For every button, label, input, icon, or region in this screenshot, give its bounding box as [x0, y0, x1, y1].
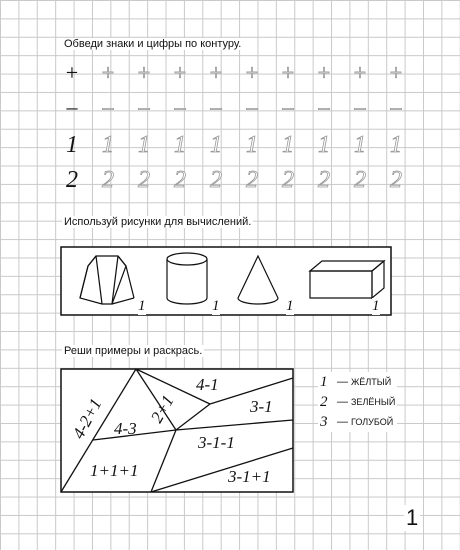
legend-number: 2 [320, 393, 328, 410]
trace-symbol-ghost: 2 [318, 167, 330, 193]
trace-symbol-ghost: 1 [138, 132, 150, 158]
legend-item [318, 412, 397, 432]
trace-symbol-ghost: + [209, 60, 223, 85]
trace-symbol-ghost: – [318, 94, 330, 119]
trace-symbol-ghost: – [282, 94, 294, 119]
shape-count-label: 1 [138, 298, 146, 314]
instruction-trace: Обведи знаки и цифры по контуру. [64, 38, 242, 50]
puzzle-expression: 4-3 [114, 419, 137, 438]
trace-symbol-ghost: 2 [102, 167, 114, 193]
page-number: 1 [406, 505, 419, 530]
trace-symbol-ghost: – [354, 94, 366, 119]
legend-number: 3 [320, 413, 328, 430]
trace-symbol-ghost: 1 [246, 132, 258, 158]
trace-symbol-ghost: 2 [174, 167, 186, 193]
trace-symbol-ghost: 2 [138, 167, 150, 193]
trace-symbol-lead: 1 [66, 132, 78, 158]
trace-symbol-lead: 2 [66, 167, 78, 193]
trace-row-minus [58, 94, 418, 122]
trace-row-plus [58, 60, 418, 88]
puzzle-expression: 3-1-1 [198, 433, 235, 452]
coloring-puzzle [60, 368, 294, 493]
puzzle-expression: 1+1+1 [90, 461, 139, 480]
puzzle-expression: 4-2+1 [68, 395, 106, 442]
trace-symbol-ghost: 1 [210, 132, 222, 158]
trace-symbol-ghost: 1 [282, 132, 294, 158]
trace-symbol-ghost: 2 [246, 167, 258, 193]
trace-symbol-ghost: + [101, 60, 115, 85]
trace-symbol-ghost: + [173, 60, 187, 85]
trace-symbol-ghost: – [210, 94, 222, 119]
trace-row-two [58, 167, 418, 195]
trace-symbol-lead: + [65, 60, 79, 85]
instruction-solve: Реши примеры и раскрась. [64, 345, 203, 357]
trace-symbol-ghost: 1 [354, 132, 366, 158]
trace-symbol-ghost: 1 [318, 132, 330, 158]
trace-symbol-ghost: – [390, 94, 402, 119]
legend-color-name: ЖЁЛТЫЙ [351, 377, 392, 387]
legend-dash: — [337, 396, 348, 408]
shape-count-label: 1 [212, 298, 220, 314]
trace-row-one [58, 132, 418, 160]
trace-symbol-ghost: + [245, 60, 259, 85]
trace-symbol-lead: – [66, 94, 78, 119]
trace-symbol-ghost: + [389, 60, 403, 85]
legend-item [318, 372, 397, 392]
trace-symbol-ghost: + [353, 60, 367, 85]
trace-symbol-ghost: 2 [390, 167, 402, 193]
puzzle-expression: 3-1 [250, 397, 273, 416]
instruction-pictures: Используй рисунки для вычислений. [64, 216, 252, 228]
legend-dash: — [337, 416, 348, 428]
puzzle-expression: 2+1 [147, 391, 178, 426]
legend-number: 1 [320, 373, 328, 390]
trace-symbol-ghost: – [102, 94, 114, 119]
shape-count-label: 1 [372, 298, 380, 314]
trace-symbol-ghost: 2 [354, 167, 366, 193]
trace-symbol-ghost: 1 [102, 132, 114, 158]
legend-dash: — [337, 376, 348, 388]
trace-symbol-ghost: 1 [174, 132, 186, 158]
trace-symbol-ghost: + [317, 60, 331, 85]
trace-symbol-ghost: – [174, 94, 186, 119]
puzzle-expression: 3-1+1 [228, 467, 271, 486]
trace-symbol-ghost: – [138, 94, 150, 119]
puzzle-expression: 4-1 [196, 375, 219, 394]
trace-symbol-ghost: + [281, 60, 295, 85]
shapes-panel [60, 246, 392, 316]
legend-item [318, 392, 397, 412]
color-legend [318, 372, 397, 432]
trace-symbol-ghost: – [246, 94, 258, 119]
trace-symbol-ghost: + [137, 60, 151, 85]
trace-symbol-ghost: 2 [282, 167, 294, 193]
legend-color-name: ЗЕЛЁНЫЙ [351, 397, 396, 407]
legend-color-name: ГОЛУБОЙ [351, 417, 394, 427]
trace-symbol-ghost: 2 [210, 167, 222, 193]
trace-symbol-ghost: 1 [390, 132, 402, 158]
shape-count-label: 1 [286, 298, 294, 314]
